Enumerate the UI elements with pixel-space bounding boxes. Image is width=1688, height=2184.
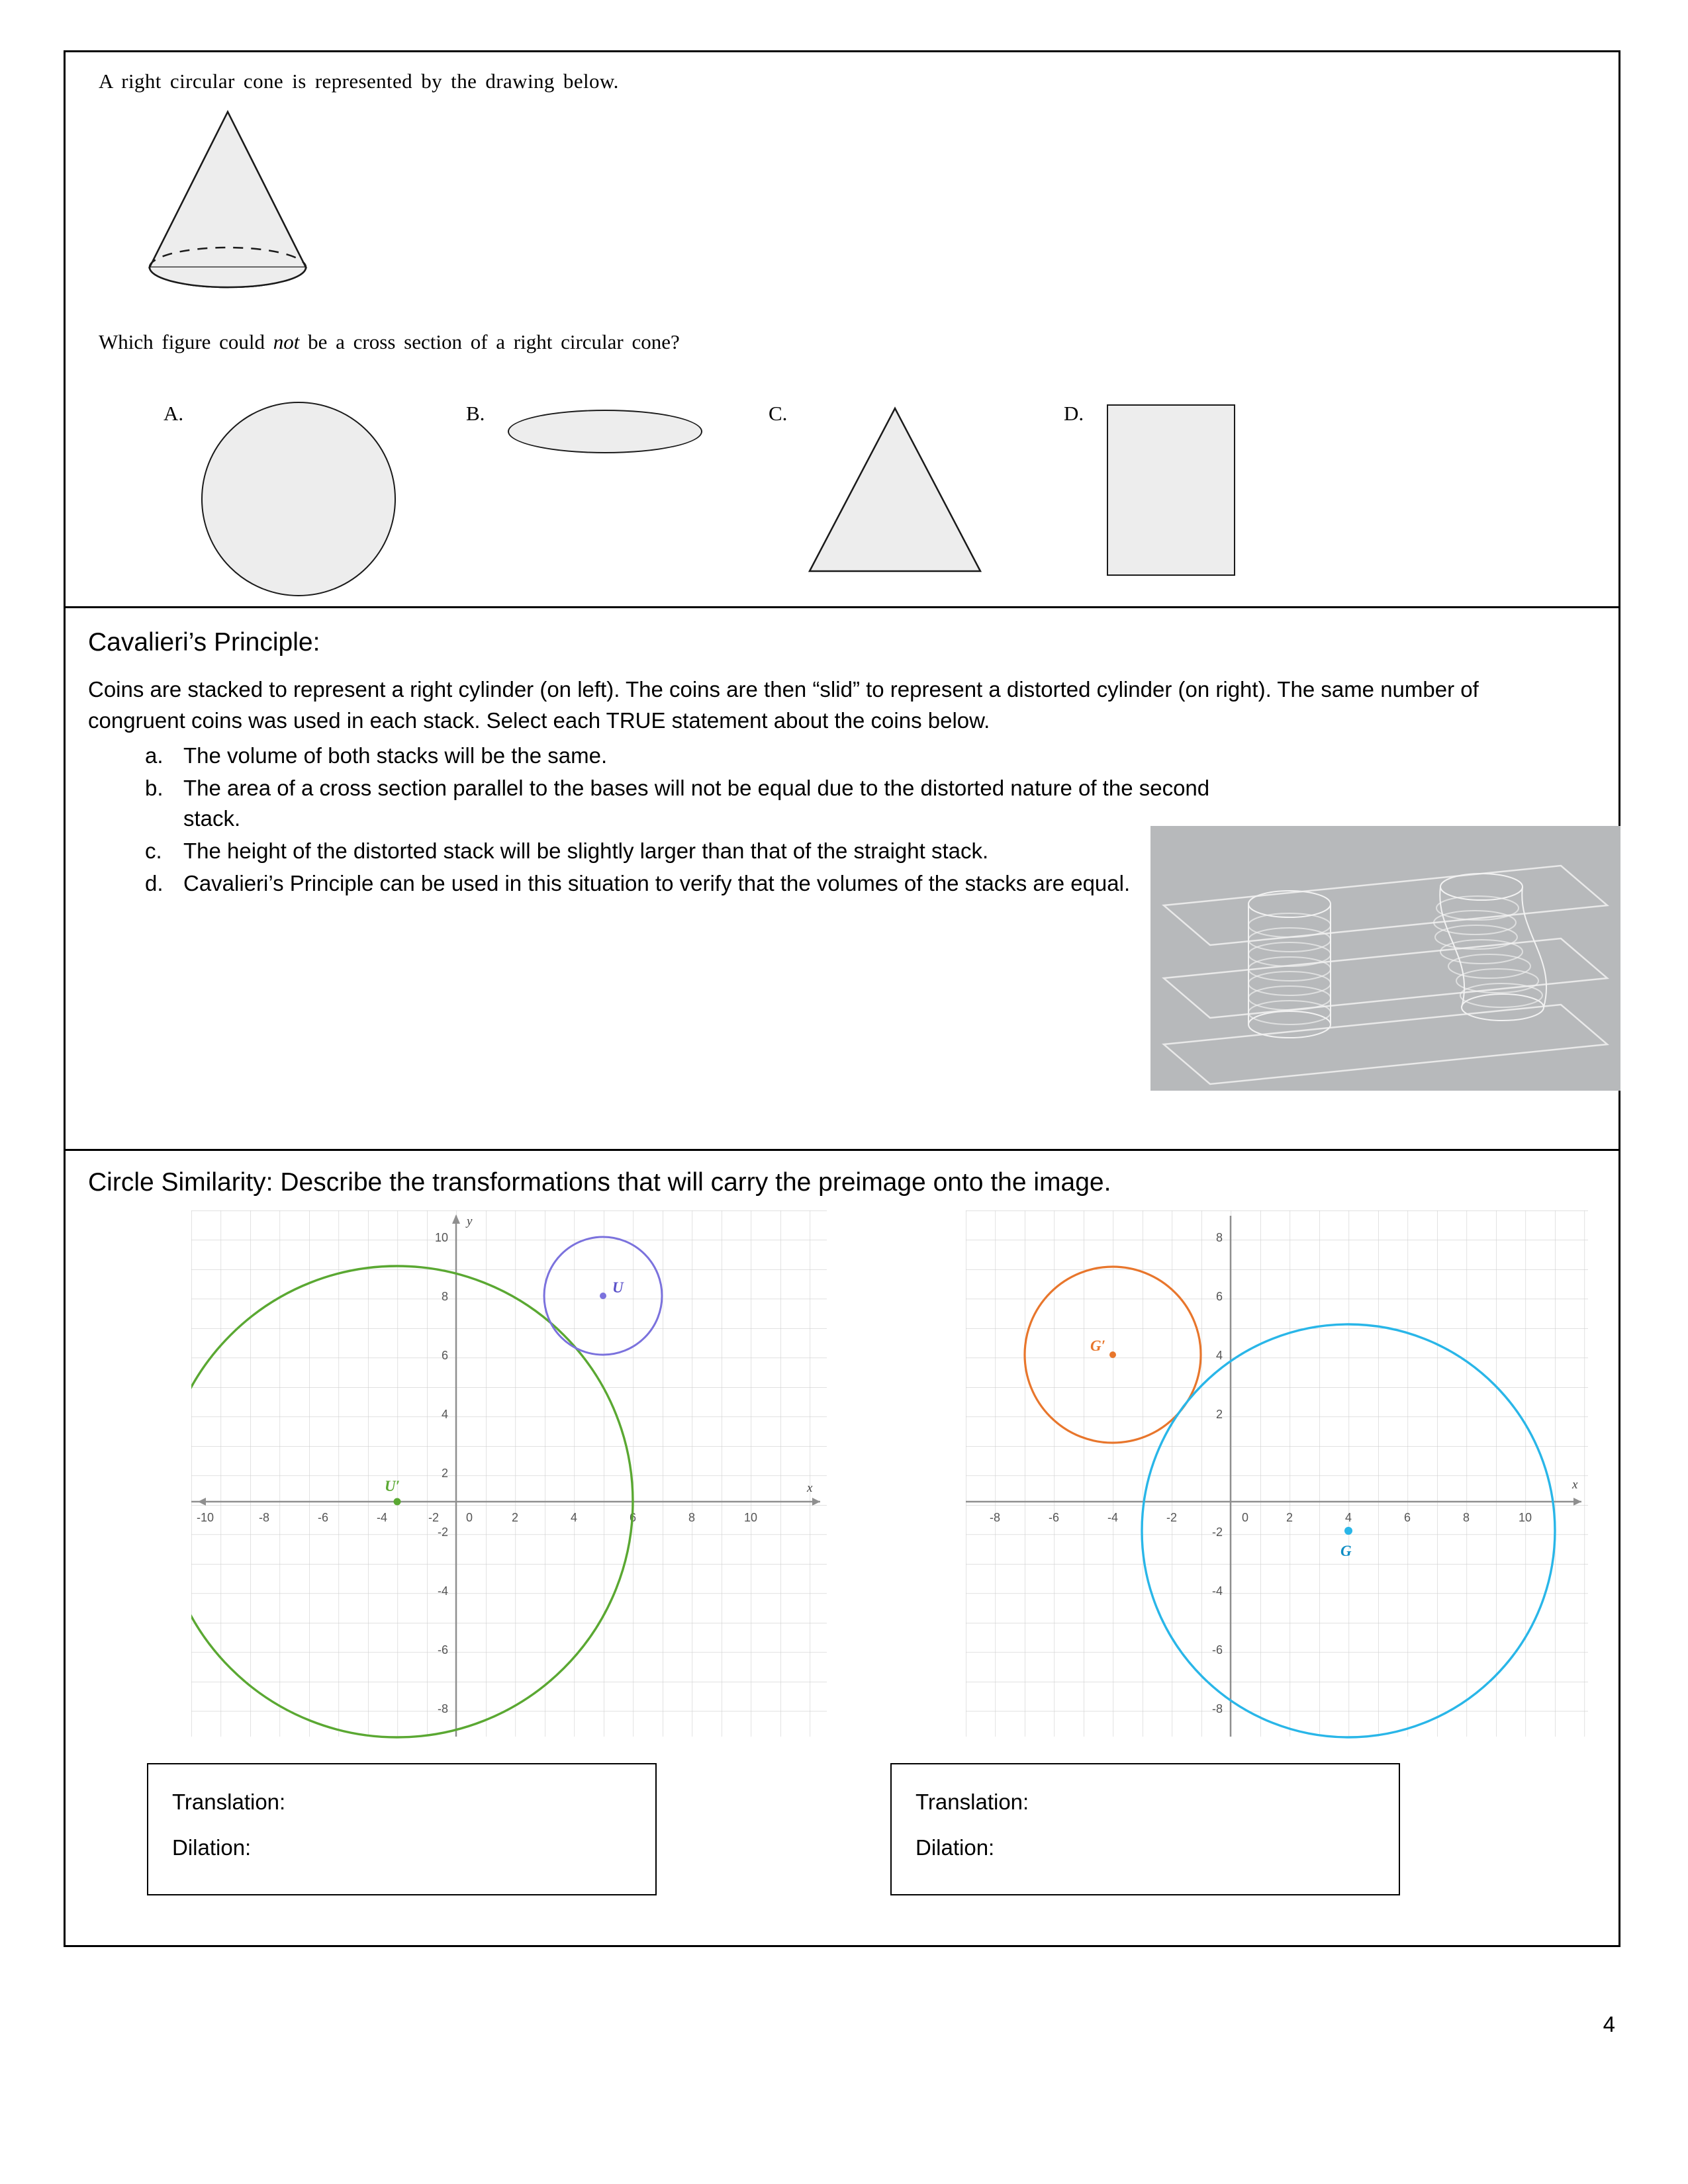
svg-text:-4: -4 (437, 1584, 448, 1598)
svg-text:2: 2 (511, 1511, 519, 1524)
cone-cross-section-question (66, 52, 1618, 608)
translation-label-left: Translation: (172, 1790, 286, 1814)
cone-question-emphasis: not (273, 330, 300, 353)
svg-text:4: 4 (441, 1408, 448, 1421)
page-number: 4 (1603, 2012, 1615, 2036)
item-text-d: Cavalieri’s Principle can be used in this situation to verify that the volumes of the stacks are equal. (183, 871, 1131, 896)
right-coordinate-graph (966, 1210, 1595, 1743)
item-text-c: The height of the distorted stack will be slightly larger than that of the straight stack. (183, 839, 989, 864)
svg-text:4: 4 (1344, 1511, 1352, 1524)
list-item[interactable] (145, 741, 1231, 772)
svg-text:8: 8 (1462, 1511, 1470, 1524)
choice-label-a: A. (164, 402, 184, 425)
svg-text:6: 6 (441, 1349, 448, 1362)
svg-text:x: x (807, 1481, 813, 1495)
svg-text:2: 2 (1286, 1511, 1293, 1524)
svg-text:8: 8 (688, 1511, 696, 1524)
svg-text:y: y (467, 1214, 473, 1228)
svg-text:G: G (1340, 1543, 1352, 1559)
svg-text:-8: -8 (1211, 1702, 1223, 1715)
svg-text:U′: U′ (385, 1478, 400, 1494)
list-item[interactable] (145, 836, 1231, 867)
circle-similarity-title: Circle Similarity: Describe the transformations that will carry the preimage onto the image. (88, 1168, 1111, 1197)
item-letter-a: a. (145, 743, 164, 768)
svg-text:G′: G′ (1090, 1338, 1106, 1354)
svg-text:-10: -10 (196, 1511, 214, 1524)
svg-text:U: U (612, 1279, 624, 1296)
cavalieri-title: Cavalieri’s Principle: (88, 628, 320, 657)
svg-text:4: 4 (570, 1511, 578, 1524)
left-coordinate-graph (191, 1210, 827, 1743)
cavalieri-coin-stack-image (1150, 826, 1620, 1091)
cone-drawing (145, 105, 344, 297)
svg-text:2: 2 (1215, 1408, 1223, 1421)
svg-text:2: 2 (441, 1467, 448, 1480)
item-text-a: The volume of both stacks will be the same. (183, 743, 608, 768)
item-letter-b: b. (145, 775, 164, 800)
cone-answer-choices (66, 390, 1618, 588)
svg-text:-2: -2 (437, 1525, 448, 1539)
svg-text:-8: -8 (437, 1702, 448, 1715)
svg-text:10: 10 (434, 1231, 448, 1244)
graphs-row (66, 1204, 1618, 1733)
choice-shape-triangle[interactable] (806, 404, 984, 573)
svg-text:10: 10 (1518, 1511, 1532, 1524)
svg-text:10: 10 (743, 1511, 758, 1524)
svg-text:6: 6 (629, 1511, 637, 1524)
svg-text:-4: -4 (1107, 1511, 1119, 1524)
cone-question-part1: Which figure could (99, 330, 273, 353)
list-item[interactable] (145, 868, 1231, 899)
cone-question-part2: be a cross section of a right circular cone? (299, 330, 680, 353)
svg-text:-6: -6 (317, 1511, 329, 1524)
choice-label-c: C. (769, 402, 788, 425)
cavalieri-paragraph: Coins are stacked to represent a right cylinder (on left). The coins are then “slid” to represent a distorted cylinder (on right). The same number of congruent coins was used in each stack. Select each TRUE statement about the coins below. (88, 677, 1479, 733)
choice-shape-ellipse[interactable] (508, 410, 702, 453)
svg-text:8: 8 (1215, 1231, 1223, 1244)
svg-text:-8: -8 (258, 1511, 270, 1524)
svg-text:-2: -2 (1211, 1525, 1223, 1539)
svg-text:-8: -8 (989, 1511, 1001, 1524)
svg-text:0: 0 (465, 1511, 473, 1524)
svg-text:-2: -2 (428, 1511, 440, 1524)
choice-label-b: B. (466, 402, 485, 425)
dilation-label-left: Dilation: (172, 1835, 252, 1860)
cavalieri-statement-list (66, 741, 1231, 899)
svg-text:x: x (1572, 1478, 1578, 1492)
translation-label-right: Translation: (915, 1790, 1029, 1814)
list-item[interactable] (145, 773, 1231, 835)
choice-shape-circle[interactable] (201, 402, 396, 596)
cone-prompt-text: A right circular cone is represented by the drawing below. (99, 69, 619, 93)
cone-question-text (99, 330, 680, 354)
svg-text:-4: -4 (1211, 1584, 1223, 1598)
svg-text:-6: -6 (437, 1643, 448, 1657)
item-text-b: The area of a cross section parallel to the bases will not be equal due to the distorted nature of the second stack. (183, 775, 1210, 831)
item-letter-c: c. (145, 839, 162, 864)
choice-label-d: D. (1064, 402, 1084, 425)
dilation-label-right: Dilation: (915, 1835, 995, 1860)
svg-text:-6: -6 (1048, 1511, 1060, 1524)
answer-box-left[interactable] (147, 1763, 657, 1895)
answer-box-right[interactable] (890, 1763, 1400, 1895)
svg-text:8: 8 (441, 1290, 448, 1303)
svg-text:-4: -4 (376, 1511, 388, 1524)
svg-text:-6: -6 (1211, 1643, 1223, 1657)
choice-shape-rectangle[interactable] (1107, 404, 1235, 576)
svg-text:6: 6 (1215, 1290, 1223, 1303)
item-letter-d: d. (145, 871, 164, 896)
svg-text:0: 0 (1241, 1511, 1249, 1524)
svg-text:6: 6 (1403, 1511, 1411, 1524)
svg-text:-2: -2 (1166, 1511, 1178, 1524)
svg-text:4: 4 (1215, 1349, 1223, 1362)
